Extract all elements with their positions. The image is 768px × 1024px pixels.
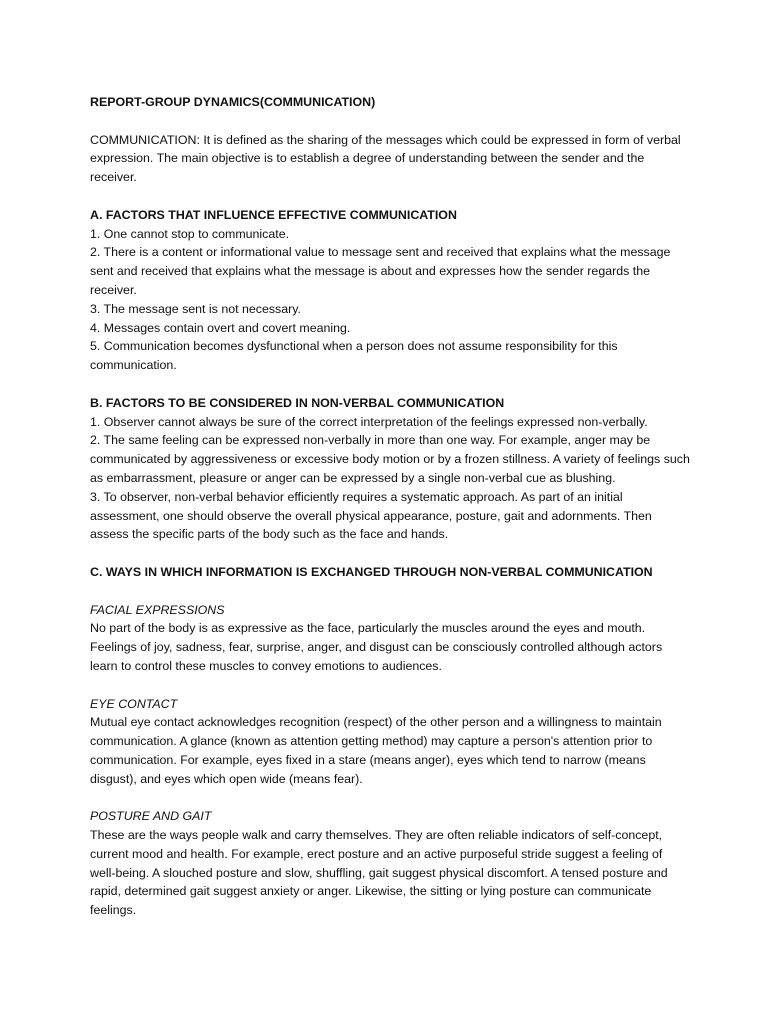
document-page xyxy=(90,93,690,920)
section-a-item: 1. One cannot stop to communicate. xyxy=(90,226,290,241)
section-a-item: 2. There is a content or informational value to message sent and received that explains what the message sent and received that explains what the message is about and expresses how the sender regards the receiver. xyxy=(90,245,671,297)
section-a-item: 5. Communication becomes dysfunctional when a person does not assume responsibility for this communication. xyxy=(90,339,618,373)
spacer xyxy=(90,544,690,563)
section-b-heading: B. FACTORS TO BE CONSIDERED IN NON-VERBAL COMMUNICATION xyxy=(90,395,505,410)
section-c-heading: C. WAYS IN WHICH INFORMATION IS EXCHANGED THROUGH NON-VERBAL COMMUNICATION xyxy=(90,564,653,579)
section-b-item: 3. To observer, non-verbal behavior efficiently requires a systematic approach. As part of an initial assessment, one should observe the overall physical appearance, posture, gait and adornments. Then assess the specific parts of the body such as the face and hands. xyxy=(90,489,652,542)
spacer xyxy=(90,187,690,206)
spacer xyxy=(90,112,690,131)
spacer xyxy=(90,788,690,807)
document-title: REPORT-GROUP DYNAMICS(COMMUNICATION) xyxy=(90,95,376,109)
eye-contact-text: Mutual eye contact acknowledges recognition (respect) of the other person and a willingness to maintain communication. A glance (known as attention getting method) may capture a person's attention prior to communication. For example, eyes fixed in a stare (means anger), eyes which tend to narrow (means disgust), and eyes which open wide (means fear). xyxy=(90,715,662,786)
facial-expressions-text: No part of the body is as expressive as the face, particularly the muscles around the eyes and mouth. Feelings of joy, sadness, fear, surprise, anger, and disgust can be consciously controlled although actors learn to control these muscles to convey emotions to audiences. xyxy=(90,621,663,673)
section-b-item: 1. Observer cannot always be sure of the correct interpretation of the feelings expressed non-verbally. xyxy=(90,414,648,429)
facial-expressions-heading: FACIAL EXPRESSIONS xyxy=(90,602,225,617)
spacer xyxy=(90,375,690,394)
spacer xyxy=(90,582,690,601)
section-b-item: 2. The same feeling can be expressed non-verbally in more than one way. For example, anger may be communicated by aggressiveness or excessive body motion or by a frozen stillness. A variety of feelings such as embarrassment, pleasure or anger can be expressed by a single non-verbal cue as blushing. xyxy=(90,433,690,485)
section-a-item: 3. The message sent is not necessary. xyxy=(90,301,301,316)
eye-contact-heading: EYE CONTACT xyxy=(90,696,178,711)
posture-and-gait-text: These are the ways people walk and carry themselves. They are often reliable indicators of self-concept, current mood and health. For example, erect posture and an active purposeful stride suggest a feeling of well-being. A slouched posture and slow, shuffling, gait suggest physical discomfort. A tensed posture and rapid, determined gait suggest anxiety or anger. Likewise, the sitting or lying posture can communicate feelings. xyxy=(90,828,668,918)
section-a-heading: A. FACTORS THAT INFLUENCE EFFECTIVE COMMUNICATION xyxy=(90,207,457,222)
section-a-item: 4. Messages contain overt and covert meaning. xyxy=(90,320,351,335)
intro-paragraph: COMMUNICATION: It is defined as the sharing of the messages which could be expressed in form of verbal expression. The main objective is to establish a degree of understanding between the sender and the receiver. xyxy=(90,132,681,185)
spacer xyxy=(90,676,690,695)
posture-and-gait-heading: POSTURE AND GAIT xyxy=(90,809,212,824)
